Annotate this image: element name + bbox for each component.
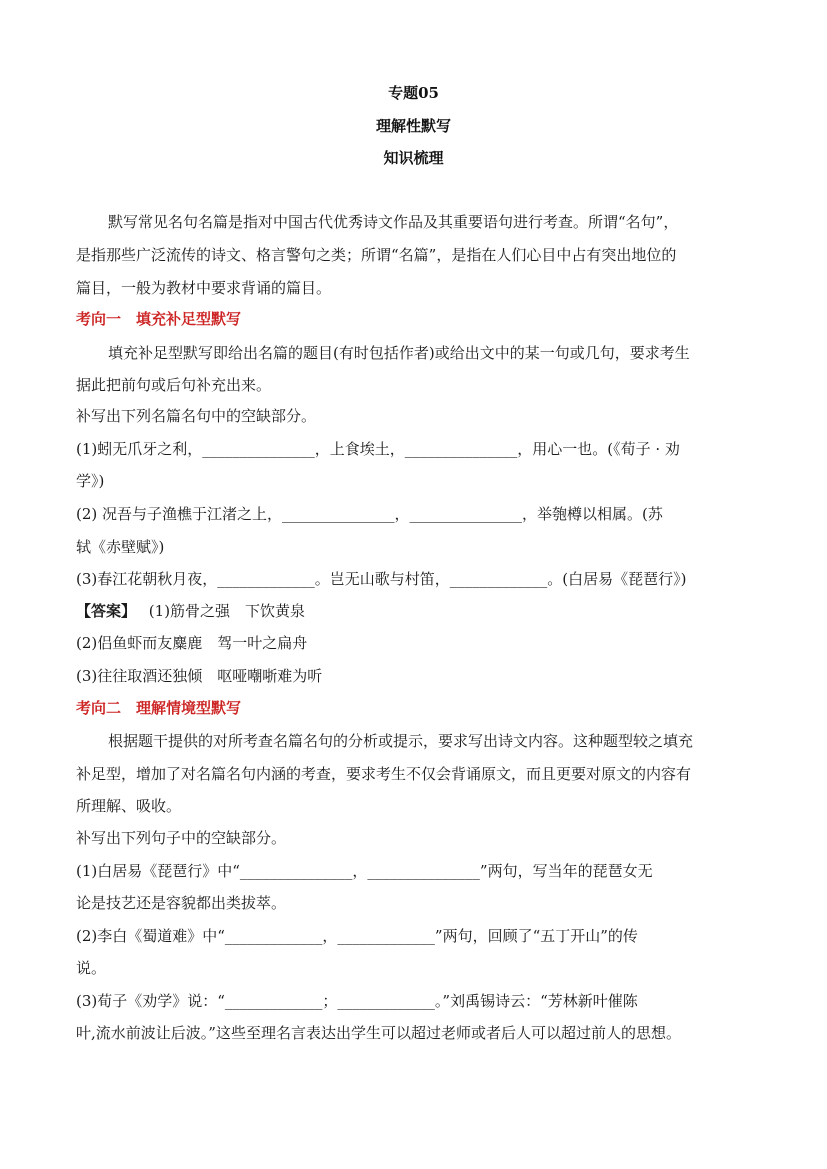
section1-question-2a: (2) 况吾与子渔樵于江渚之上，_______________，_______________，举匏樽以相属。(苏 — [76, 505, 663, 523]
section2-question-3b: 叶,流水前波让后波。”这些至理名言表达出学生可以超过老师或者后人可以超过前人的思想。 — [76, 1024, 681, 1042]
section2-question-2b: 说。 — [76, 959, 107, 977]
intro-line-3: 篇目，一般为教材中要求背诵的篇目。 — [76, 279, 332, 297]
section1-desc-1: 填充补足型默写即给出名篇的题目(有时包括作者)或给出文中的某一句或几句，要求考生 — [108, 344, 690, 362]
intro-line-1: 默写常见名句名篇是指对中国古代优秀诗文作品及其重要语句进行考查。所谓“名句”， — [108, 213, 679, 231]
section1-question-1a: (1)蚓无爪牙之利，_______________，上食埃土，_______________，用心一也。(《荀子 · 劝 — [76, 440, 680, 458]
section1-answer-2: (2)侣鱼虾而友麋鹿 驾一叶之扁舟 — [76, 634, 308, 652]
section1-desc-2: 据此把前句或后句补充出来。 — [76, 376, 272, 394]
section2-question-1a: (1)白居易《琵琶行》中“_______________，_______________”两句，写当年的琵琶女无 — [76, 862, 653, 880]
section2-desc-1: 根据题干提供的对所考查名篇名句的分析或提示，要求写出诗文内容。这种题型较之填充 — [108, 732, 694, 750]
topic-heading: 专题05 — [388, 84, 439, 102]
section1-question-2b: 轼《赤壁赋》) — [76, 538, 165, 556]
section2-question-2a: (2)李白《蜀道难》中“_____________，_____________”两句，回顾了“五丁开山”的传 — [76, 927, 638, 945]
section1-answer-3: (3)往往取酒还独倾 呕哑嘲哳难为听 — [76, 667, 323, 685]
title-heading: 理解性默写 — [375, 117, 451, 135]
section1-question-1b: 学》) — [76, 472, 105, 490]
section2-prompt: 补写出下列句子中的空缺部分。 — [76, 829, 287, 847]
intro-line-2: 是指那些广泛流传的诗文、格言警句之类；所谓“名篇”，是指在人们心目中占有突出地位的 — [76, 246, 677, 264]
section2-heading: 考向二 理解情境型默写 — [76, 699, 242, 717]
answer-label: 【答案】 — [76, 602, 137, 620]
section1-question-3: (3)春江花朝秋月夜，_____________。岂无山歌与村笛，_____________。(白居易《琵琶行》) — [76, 570, 687, 588]
subtitle-heading: 知识梳理 — [383, 149, 444, 167]
section1-answer-row — [76, 601, 305, 621]
section2-question-3a: (3)荀子《劝学》说：“_____________；_____________。”刘禹锡诗云：“芳林新叶催陈 — [76, 992, 638, 1010]
answer-1: (1)筋骨之强 下饮黄泉 — [148, 602, 306, 620]
section2-desc-2: 补足型，增加了对名篇名句内涵的考查，要求考生不仅会背诵原文，而且更要对原文的内容有 — [76, 765, 692, 783]
section1-prompt: 补写出下列名篇名句中的空缺部分。 — [76, 407, 317, 425]
section2-desc-3: 所理解、吸收。 — [76, 797, 182, 815]
section2-question-1b: 论是技艺还是容貌都出类拔萃。 — [76, 894, 287, 912]
section1-heading: 考向一 填充补足型默写 — [76, 310, 242, 328]
